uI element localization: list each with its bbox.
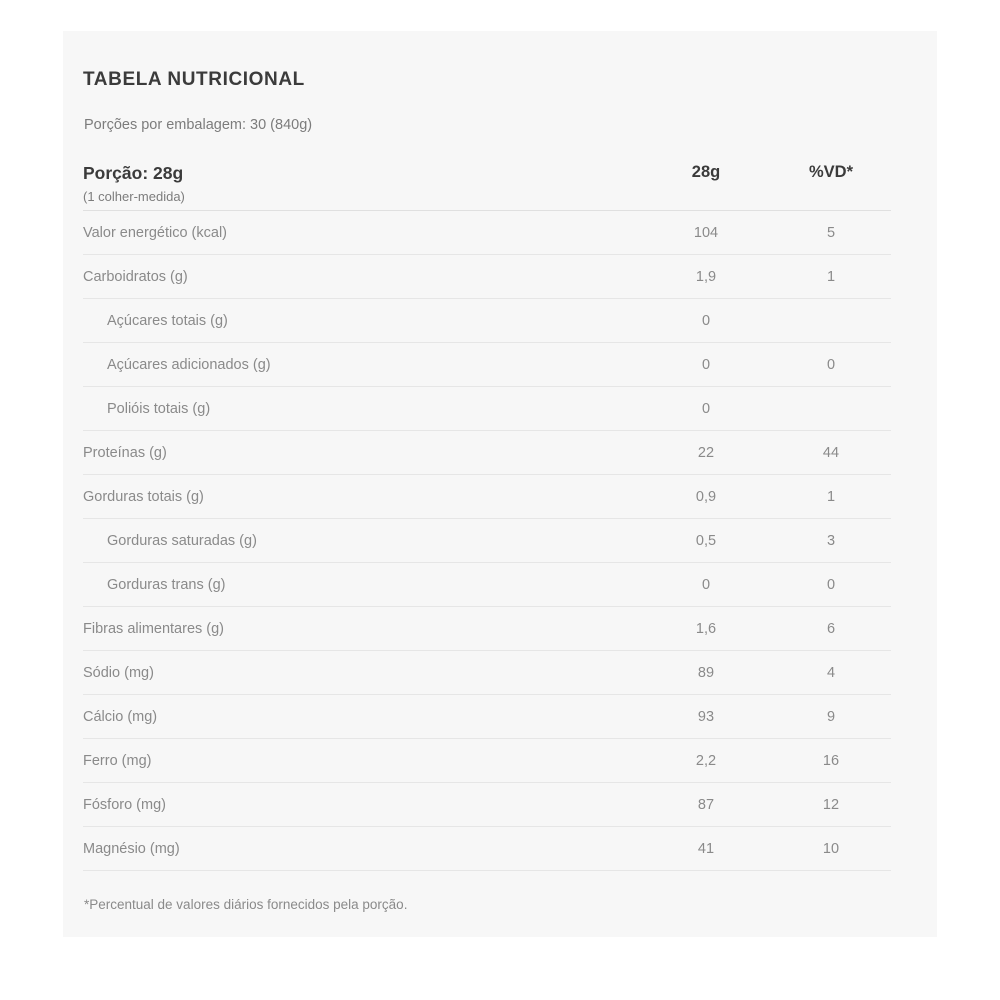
nutrient-vd: 1 (771, 475, 891, 519)
table-row (83, 387, 891, 431)
nutrient-vd: 0 (771, 563, 891, 607)
nutrient-vd: 12 (771, 783, 891, 827)
nutrient-name: Gorduras saturadas (g) (83, 519, 641, 563)
nutrient-vd (771, 299, 891, 343)
table-row (83, 431, 891, 475)
nutrient-name: Açúcares totais (g) (83, 299, 641, 343)
nutrient-name: Magnésio (mg) (83, 827, 641, 871)
table-footnote: *Percentual de valores diários fornecidos pela porção. (84, 897, 408, 913)
nutrient-amount: 1,6 (641, 607, 771, 651)
nutrient-amount: 0 (641, 563, 771, 607)
nutrient-amount: 0 (641, 387, 771, 431)
nutrient-name: Polióis totais (g) (83, 387, 641, 431)
nutrient-amount: 0,5 (641, 519, 771, 563)
nutrient-vd: 9 (771, 695, 891, 739)
nutrient-name: Cálcio (mg) (83, 695, 641, 739)
table-row (83, 607, 891, 651)
page-title: TABELA NUTRICIONAL (83, 69, 305, 90)
table-header (83, 155, 891, 211)
table-row (83, 299, 891, 343)
nutrient-vd: 4 (771, 651, 891, 695)
nutrient-name: Ferro (mg) (83, 739, 641, 783)
nutrient-name: Fósforo (mg) (83, 783, 641, 827)
header-portion-label: Porção: 28g (83, 163, 184, 183)
table-row (83, 255, 891, 299)
nutrient-amount: 87 (641, 783, 771, 827)
nutrient-vd: 3 (771, 519, 891, 563)
nutrient-amount: 0,9 (641, 475, 771, 519)
header-amount-cell (641, 155, 771, 211)
nutrient-vd: 6 (771, 607, 891, 651)
nutrient-vd (771, 387, 891, 431)
table-row (83, 651, 891, 695)
table-row (83, 827, 891, 871)
header-portion-sub: (1 colher-medida) (83, 188, 185, 204)
nutrient-amount: 89 (641, 651, 771, 695)
nutrient-amount: 2,2 (641, 739, 771, 783)
table-row (83, 211, 891, 255)
header-vd-label: %VD* (808, 163, 853, 181)
table-row (83, 563, 891, 607)
nutrient-vd: 44 (771, 431, 891, 475)
nutrient-name: Valor energético (kcal) (83, 211, 641, 255)
nutrient-amount: 0 (641, 299, 771, 343)
nutrient-vd: 0 (771, 343, 891, 387)
nutrient-amount: 1,9 (641, 255, 771, 299)
table-row (83, 343, 891, 387)
header-portion-cell (83, 155, 641, 211)
servings-per-package: Porções por embalagem: 30 (840g) (84, 117, 313, 133)
table-header-row (83, 155, 891, 211)
table-row (83, 783, 891, 827)
panel-content (63, 31, 937, 912)
nutrient-amount: 104 (641, 211, 771, 255)
nutrition-facts-panel (63, 31, 937, 937)
nutrient-name: Açúcares adicionados (g) (83, 343, 641, 387)
nutrient-name: Fibras alimentares (g) (83, 607, 641, 651)
table-row (83, 519, 891, 563)
table-row (83, 695, 891, 739)
nutrient-name: Gorduras totais (g) (83, 475, 641, 519)
nutrient-amount: 22 (641, 431, 771, 475)
nutrient-vd: 1 (771, 255, 891, 299)
nutrient-vd: 10 (771, 827, 891, 871)
nutrient-name: Proteínas (g) (83, 431, 641, 475)
nutrient-name: Carboidratos (g) (83, 255, 641, 299)
nutrient-name: Gorduras trans (g) (83, 563, 641, 607)
table-row (83, 475, 891, 519)
nutrient-amount: 93 (641, 695, 771, 739)
nutrient-name: Sódio (mg) (83, 651, 641, 695)
nutrition-table (83, 155, 891, 871)
nutrient-vd: 5 (771, 211, 891, 255)
nutrient-amount: 0 (641, 343, 771, 387)
table-row (83, 739, 891, 783)
nutrient-amount: 41 (641, 827, 771, 871)
table-body (83, 211, 891, 871)
header-vd-cell (771, 155, 891, 211)
header-amount-label: 28g (691, 163, 721, 181)
nutrient-vd: 16 (771, 739, 891, 783)
